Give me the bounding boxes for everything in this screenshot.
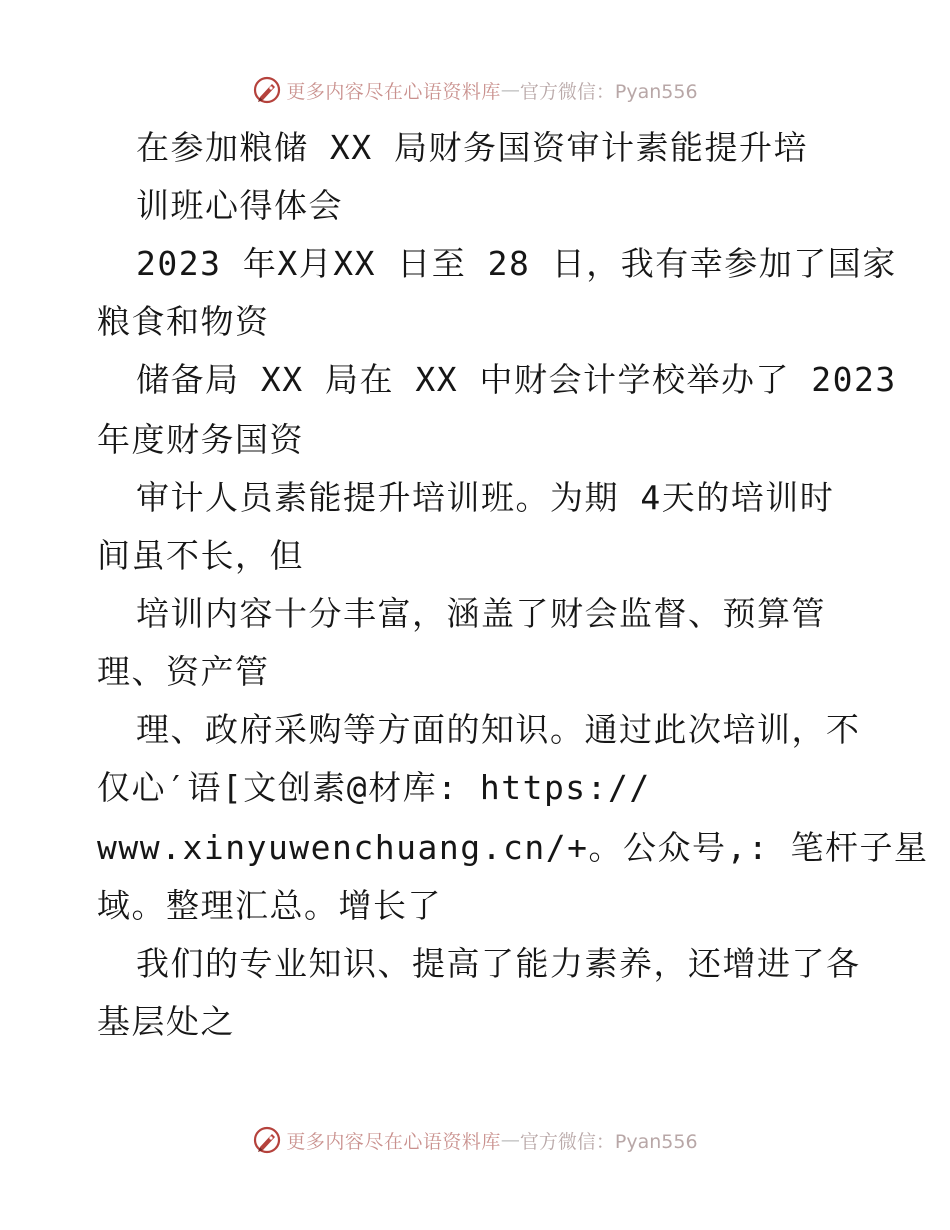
body-line-9: 理、政府采购等方面的知识。通过此次培训，不 — [136, 710, 861, 749]
banner-slogan: 更多内容尽在心语资料库 — [286, 80, 501, 103]
banner-separator: — — [500, 79, 520, 101]
footer-banner — [0, 1122, 950, 1158]
title-line-2: 训班心得体会 — [136, 186, 343, 225]
body-line-5: 审计人员素能提升培训班。为期 4天的培训时 — [136, 478, 835, 517]
body-line-13: 我们的专业知识、提高了能力素养，还增进了各 — [136, 944, 861, 983]
body-line-14: 基层处之 — [97, 1002, 235, 1041]
body-line-7: 培训内容十分丰富，涵盖了财会监督、预算管 — [136, 594, 826, 633]
pen-logo-icon — [252, 75, 282, 105]
body-line-1: 2023 年X月XX 日至 28 日，我有幸参加了国家 — [136, 244, 897, 283]
banner-slogan: 更多内容尽在心语资料库 — [286, 1130, 501, 1153]
banner-wechat: 官方微信：Pyan556 — [519, 1130, 698, 1153]
pen-logo-icon — [252, 1125, 282, 1155]
header-banner — [0, 72, 950, 108]
body-line-8: 理、资产管 — [97, 652, 270, 691]
banner-wechat: 官方微信：Pyan556 — [519, 80, 698, 103]
title-line-1: 在参加粮储 XX 局财务国资审计素能提升培 — [136, 128, 808, 167]
body-line-6: 间虽不长，但 — [97, 536, 304, 575]
body-line-3: 储备局 XX 局在 XX 中财会计学校举办了 2023 — [136, 360, 897, 399]
body-line-11: www.xinyuwenchuang.cn/+。公众号,: 笔杆子星 — [97, 828, 929, 867]
banner-separator: — — [500, 1129, 520, 1151]
body-line-4: 年度财务国资 — [97, 420, 304, 459]
body-line-12: 域。整理汇总。增长了 — [97, 886, 442, 925]
body-line-2: 粮食和物资 — [97, 302, 270, 341]
body-line-10: 仅心′语[文创素@材库: https:// — [97, 768, 651, 807]
